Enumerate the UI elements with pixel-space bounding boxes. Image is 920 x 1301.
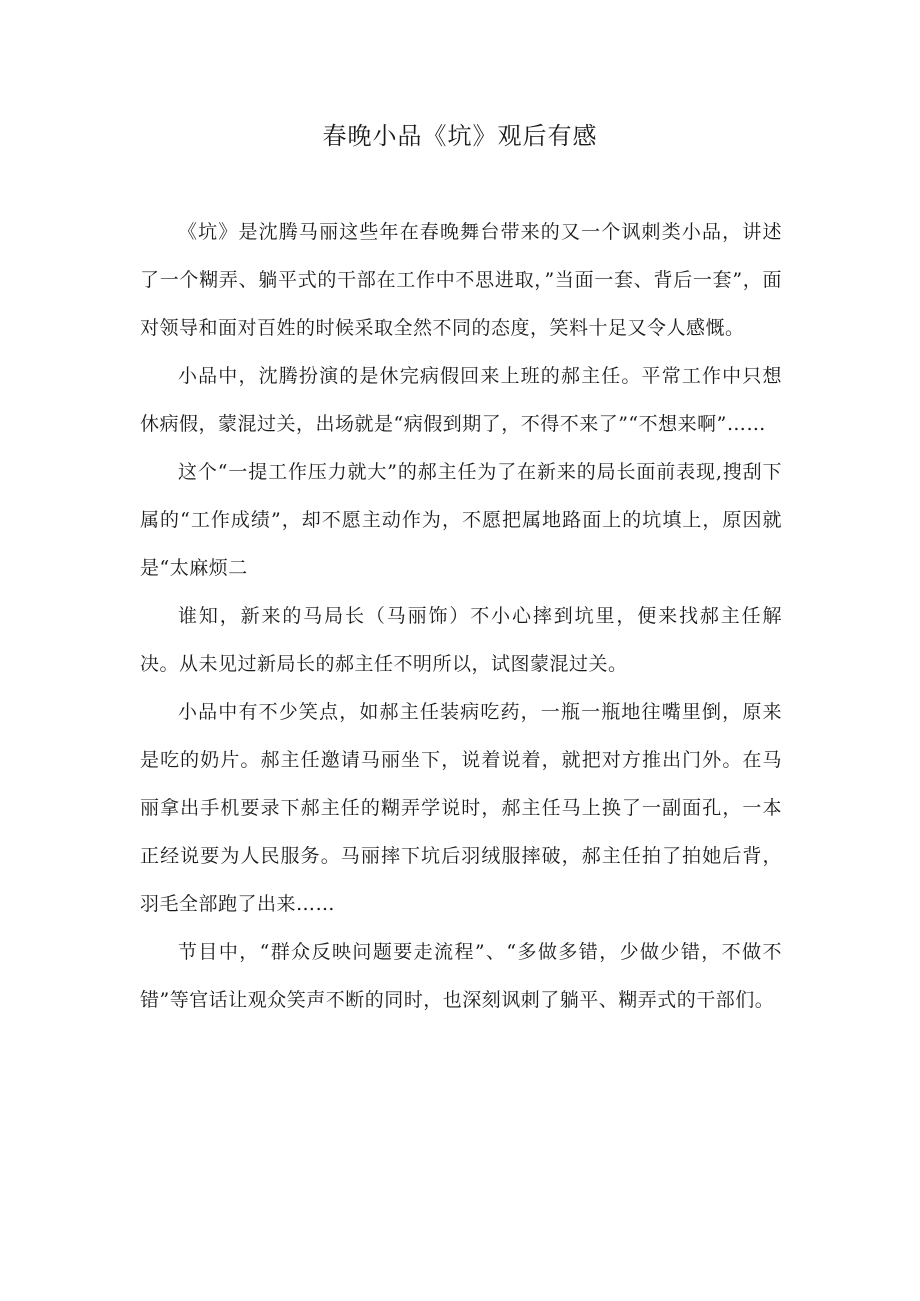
document-body <box>140 208 782 1024</box>
paragraph: 《坑》是沈腾马丽这些年在春晚舞台带来的又一个讽刺类小品，讲述了一个糊弄、躺平式的干部在工作中不思进取，”当面一套、背后一套”，面对领导和面对百姓的时候采取全然不同的态度，笑料十足又令人感慨。 <box>140 221 782 339</box>
paragraph: 这个“一提工作压力就大”的郝主任为了在新来的局长面前表现,搜刮下属的“工作成绩”，却不愿主动作为，不愿把属地路面上的坑填上，原因就是“太麻烦二 <box>140 461 782 579</box>
paragraph: 小品中有不少笑点，如郝主任装病吃药，一瓶一瓶地往嘴里倒，原来是吃的奶片。郝主任邀请马丽坐下，说着说着，就把对方推出门外。在马丽拿出手机要录下郝主任的糊弄学说时，郝主任马上换了一副面孔，一本正经说要为人民服务。马丽摔下坑后羽绒服摔破，郝主任拍了拍她后背，羽毛全部跑了出来…… <box>140 701 782 915</box>
paragraph: 节目中，“群众反映问题要走流程”、“多做多错，少做少错，不做不错”等官话让观众笑声不断的同时，也深刻讽刺了躺平、糊弄式的干部们。 <box>140 941 782 1011</box>
document-title: 春晚小品《坑》观后有感 <box>322 122 598 150</box>
paragraph: 小品中，沈腾扮演的是休完病假回来上班的郝主任。平常工作中只想休病假，蒙混过关，出场就是“病假到期了，不得不来了”“不想来啊”…… <box>140 365 782 435</box>
paragraph: 谁知，新来的马局长（马丽饰）不小心摔到坑里，便来找郝主任解决。从未见过新局长的郝主任不明所以，试图蒙混过关。 <box>140 605 782 675</box>
